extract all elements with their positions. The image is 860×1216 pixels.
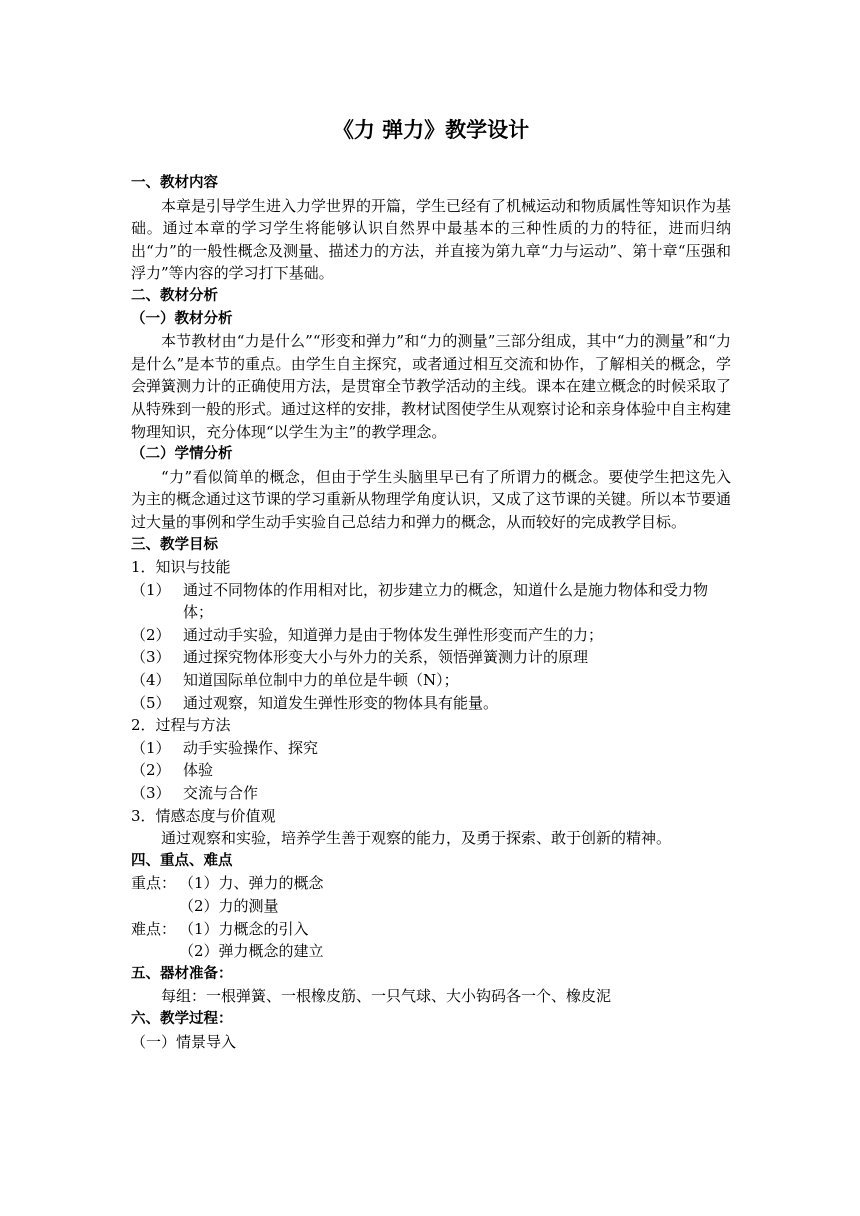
goal-attitude-text: 通过观察和实验，培养学生善于观察的能力，及勇于探索、敢于创新的精神。 xyxy=(161,829,672,848)
subheading-student-analysis: （二）学情分析 xyxy=(131,446,233,463)
section-heading-process: 六、教学过程： xyxy=(131,1010,233,1027)
list-item: （1） 通过不同物体的作用相对比，初步建立力的概念，知道什么是施力物体和受力物体； xyxy=(131,580,709,622)
goal-process-heading: 2．过程与方法 xyxy=(131,716,231,735)
document-title: 《力 弹力》教学设计 xyxy=(332,118,530,142)
section-heading-goals: 三、教学目标 xyxy=(131,536,218,553)
difficulty-row: （2）弹力概念的建立 xyxy=(179,942,324,961)
key-point-row: 重点： （1）力、弹力的概念 xyxy=(131,874,324,893)
goal-knowledge-list xyxy=(131,579,731,715)
list-item: （2） 通过动手实验，知道弹力是由于物体发生弹性形变而产生的力； xyxy=(131,625,604,644)
list-item: （5） 通过观察，知道发生弹性形变的物体具有能量。 xyxy=(131,693,499,712)
list-item: （1） 动手实验操作、探究 xyxy=(131,738,319,757)
difficulty-row: 难点： （1）力概念的引入 xyxy=(131,919,309,938)
list-item: （3） 通过探究物体形变大小与外力的关系，领悟弹簧测力计的原理 xyxy=(131,648,589,667)
materials-text: 每组：一根弹簧、一根橡皮筋、一只气球、大小钩码各一个、橡皮泥 xyxy=(161,987,612,1006)
list-item: （4） 知道国际单位制中力的单位是牛顿（N）； xyxy=(131,671,459,690)
goal-knowledge-heading: 1．知识与技能 xyxy=(131,558,231,577)
key-point-row: （2）力的测量 xyxy=(179,897,279,915)
section-heading-key-points: 四、重点、难点 xyxy=(131,852,233,869)
document-body xyxy=(131,172,731,1053)
goal-process-list xyxy=(131,737,731,805)
subheading-material-analysis: （一）教材分析 xyxy=(131,310,233,327)
goal-attitude-heading: 3．情感态度与价值观 xyxy=(131,806,276,825)
material-analysis-paragraph: 本节教材由“力是什么”“形变和弹力”和“力的测量”三部分组成，其中“力的测量”和“力是什么”是本节的重点。由学生自主探究，或者通过相互交流和协作，了解相关的概念，学会弹簧测力计的正确使用方法，是贯窜全节教学活动的主线。课本在建立概念的时候采取了从特殊到一般的形式。通过这样的安排，教材试图使学生从观察讨论和亲身体验中自主构建物理知识，充分体现“以学生为主”的教学理念。 xyxy=(131,332,732,441)
list-item: （3） 交流与合作 xyxy=(131,784,259,803)
section-heading-materials: 五、器材准备： xyxy=(131,965,233,982)
student-analysis-paragraph: “力”看似简单的概念，但由于学生头脑里早已有了所谓力的概念。要使学生把这先入为主的概念通过这节课的学习重新从物理学角度认识，又成了这节课的关键。所以本节要通过大量的事例和学生动手实验自己总结力和弹力的概念，从而较好的完成教学目标。 xyxy=(131,467,732,531)
section-heading-content: 一、教材内容 xyxy=(131,175,218,191)
section-content-paragraph: 本章是引导学生进入力学世界的开篇，学生已经有了机械运动和物质属性等知识作为基础。通过本章的学习学生将能够认识自然界中最基本的三种性质的力的特征，进而归纳出“力”的一般性概念及测量、描述力的方法，并直接为第九章“力与运动”、第十章“压强和浮力”等内容的学习打下基础。 xyxy=(131,196,732,283)
section-heading-analysis: 二、教材分析 xyxy=(131,287,218,304)
list-item: （2） 体验 xyxy=(131,761,214,780)
process-sub-intro: （一）情景导入 xyxy=(131,1032,237,1051)
